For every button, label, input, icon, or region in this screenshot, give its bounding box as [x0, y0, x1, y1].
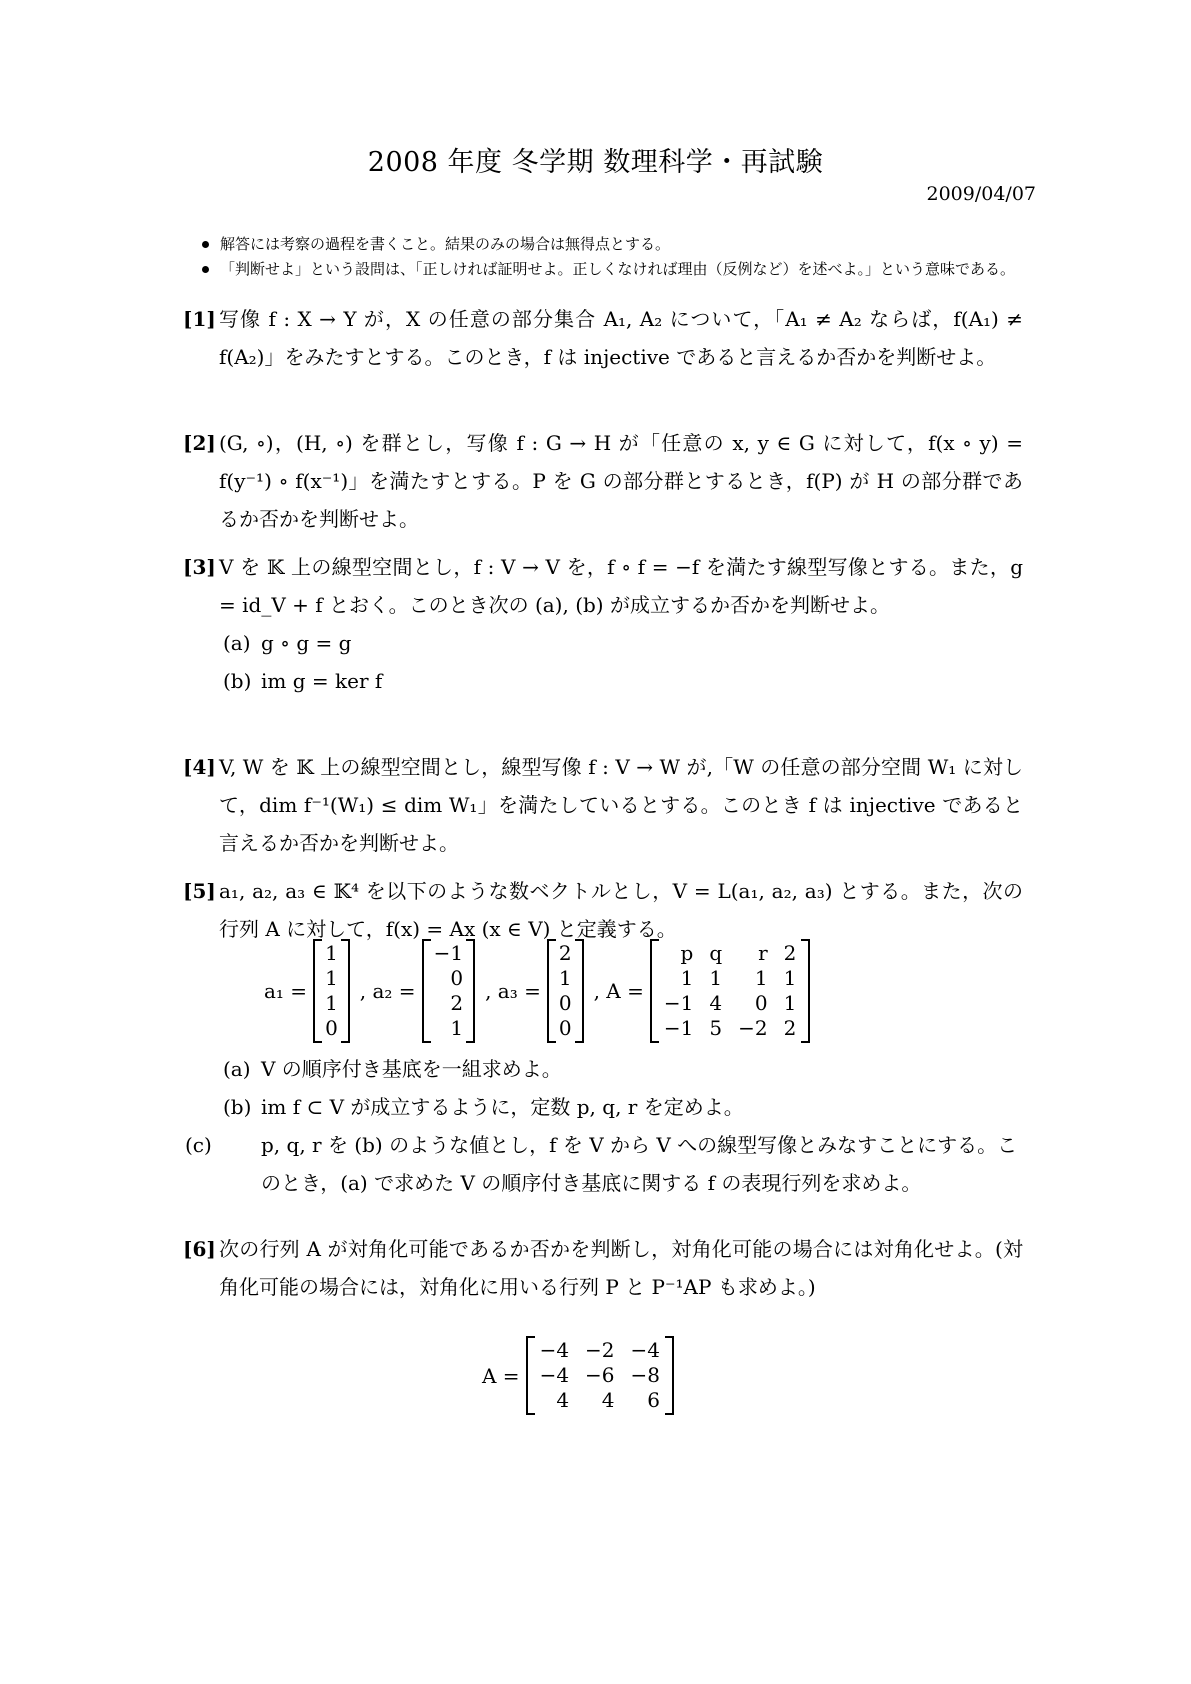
problem-4	[183, 748, 1023, 862]
vector-a1-label: a₁ =	[264, 979, 308, 1003]
instructions-list	[200, 232, 1020, 282]
matrix-entry: −2	[738, 1016, 768, 1040]
problem-number: [5]	[183, 879, 216, 903]
matrix-entry: r	[758, 941, 768, 965]
matrix-entry: p	[680, 941, 694, 965]
problem-6-matrix	[478, 1336, 680, 1415]
subquestion-a	[223, 624, 1023, 662]
problem-3	[183, 548, 1023, 700]
matrix-entry: 1	[680, 966, 694, 990]
problem-number: [1]	[183, 307, 216, 331]
vector-entry: 1	[558, 966, 572, 990]
matrix-entry: q	[709, 941, 723, 965]
vector-a3	[547, 939, 584, 1043]
problem-1	[183, 300, 1023, 376]
problem-2	[183, 424, 1023, 538]
vector-entry: 2	[450, 991, 464, 1015]
problem-text: 写像 f : X → Y が，X の任意の部分集合 A₁, A₂ について，「A₁ ≠ A₂ ならば，f(A₁) ≠ f(A₂)」をみたすとする。このとき，f は injective であると言えるか否かを判断せよ。	[219, 307, 1023, 369]
subquestion-text: im f ⊂ V が成立するように，定数 p, q, r を定めよ。	[261, 1095, 744, 1119]
matrix-entry: 1	[783, 966, 797, 990]
vector-entry: 0	[558, 991, 572, 1015]
matrix-entry: 5	[709, 1016, 723, 1040]
problem-number: [6]	[183, 1237, 216, 1261]
subquestion-label: (c)	[185, 1133, 212, 1157]
problem-text: V, W を 𝕂 上の線型空間とし，線型写像 f : V → W が,「W の任意の部分空間 W₁ に対して，dim f⁻¹(W₁) ≤ dim W₁」を満たしているとする。このとき f は injective であると言えるか否かを判断せよ。	[219, 755, 1023, 855]
matrix-entry: 0	[754, 991, 768, 1015]
problem-number: [2]	[183, 431, 216, 455]
vector-entry: 1	[325, 941, 338, 965]
matrix-entry: −2	[585, 1338, 615, 1362]
matrix-entry: −6	[585, 1363, 615, 1387]
subquestion-b	[223, 1088, 1023, 1126]
vector-entry: 0	[450, 966, 464, 990]
problem-text: V を 𝕂 上の線型空間とし，f : V → V を，f ∘ f = −f を満たす線型写像とする。また，g = id_V + f とおく。このとき次の (a), (b) が成立するか否かを判断せよ。	[219, 555, 1023, 617]
matrix-a	[650, 939, 811, 1043]
vector-entry: 1	[325, 966, 338, 990]
matrix-a	[526, 1336, 674, 1415]
subquestion-text: V の順序付き基底を一組求めよ。	[261, 1057, 562, 1081]
subquestion-text: g ∘ g = g	[261, 631, 352, 655]
matrix-entry: 2	[783, 941, 797, 965]
matrix-entry: 4	[601, 1388, 615, 1412]
matrix-entry: −1	[663, 991, 694, 1015]
subquestion-c	[185, 1126, 1023, 1202]
vector-a1	[313, 939, 350, 1043]
problem-number: [4]	[183, 755, 216, 779]
matrix-entry: −1	[663, 1016, 694, 1040]
problem-5-subquestions	[183, 1050, 1023, 1202]
instruction-item: 解答には考察の過程を書くこと。結果のみの場合は無得点とする。	[200, 232, 1020, 257]
vector-entry: 0	[325, 1016, 338, 1040]
subquestion-label: (a)	[223, 1057, 251, 1081]
subquestion-a	[223, 1050, 1023, 1088]
matrix-entry: −8	[630, 1363, 661, 1387]
vector-entry: 0	[558, 1016, 572, 1040]
vector-entry: −1	[433, 941, 464, 965]
subquestion-label: (a)	[223, 631, 251, 655]
problem-text: a₁, a₂, a₃ ∈ 𝕂⁴ を以下のような数ベクトルとし，V = L(a₁, a₂, a₃) とする。また，次の行列 A に対して，f(x) = Ax (x ∈ V) と定義する。	[219, 879, 1023, 941]
matrix-entry: −4	[539, 1338, 570, 1362]
matrix-entry: 1	[709, 966, 723, 990]
matrix-entry: 4	[556, 1388, 570, 1412]
matrix-entry: 1	[783, 991, 797, 1015]
problem-6	[183, 1230, 1023, 1306]
matrix-entry: 2	[783, 1016, 797, 1040]
matrix-entry: 1	[754, 966, 768, 990]
vectors-and-matrix	[260, 936, 816, 1046]
problem-number: [3]	[183, 555, 216, 579]
subquestion-b	[223, 662, 1023, 700]
matrix-a-label: A =	[482, 1363, 520, 1388]
exam-date: 2009/04/07	[926, 183, 1036, 205]
vector-entry: 1	[325, 991, 338, 1015]
page-title: 2008 年度 冬学期 数理科学・再試験	[367, 147, 824, 178]
matrix-entry: −4	[539, 1363, 570, 1387]
subquestion-label: (b)	[223, 669, 252, 693]
vector-a2	[422, 939, 475, 1043]
matrix-a-label: , A =	[593, 979, 644, 1003]
matrix-entry: −4	[630, 1338, 661, 1362]
instruction-item: 「判断せよ」という設問は、「正しければ証明せよ。正しくなければ理由（反例など）を述べよ。」という意味である。	[200, 257, 1020, 282]
problem-text: 次の行列 A が対角化可能であるか否かを判断し，対角化可能の場合には対角化せよ。(対角化可能の場合には，対角化に用いる行列 P と P⁻¹AP も求めよ。)	[219, 1237, 1023, 1299]
subquestion-text: p, q, r を (b) のような値とし，f を V から V への線型写像とみなすことにする。このとき，(a) で求めた V の順序付き基底に関する f の表現行列を求めよ。	[261, 1133, 1018, 1195]
matrix-entry: 6	[647, 1388, 661, 1412]
vector-entry: 2	[558, 941, 572, 965]
vector-a2-label: , a₂ =	[359, 979, 416, 1003]
vector-a3-label: , a₃ =	[485, 979, 541, 1003]
vector-entry: 1	[450, 1016, 464, 1040]
subquestion-label: (b)	[223, 1095, 252, 1119]
subquestion-text: im g = ker f	[261, 669, 383, 693]
problem-text: (G, ∘)，(H, ∘) を群とし，写像 f : G → H が「任意の x, y ∈ G に対して，f(x ∘ y) = f(y⁻¹) ∘ f(x⁻¹)」を満たすとする。P を G の部分群とするとき，f(P) が H の部分群であるか否かを判断せよ。	[219, 431, 1023, 531]
matrix-entry: 4	[709, 991, 723, 1015]
